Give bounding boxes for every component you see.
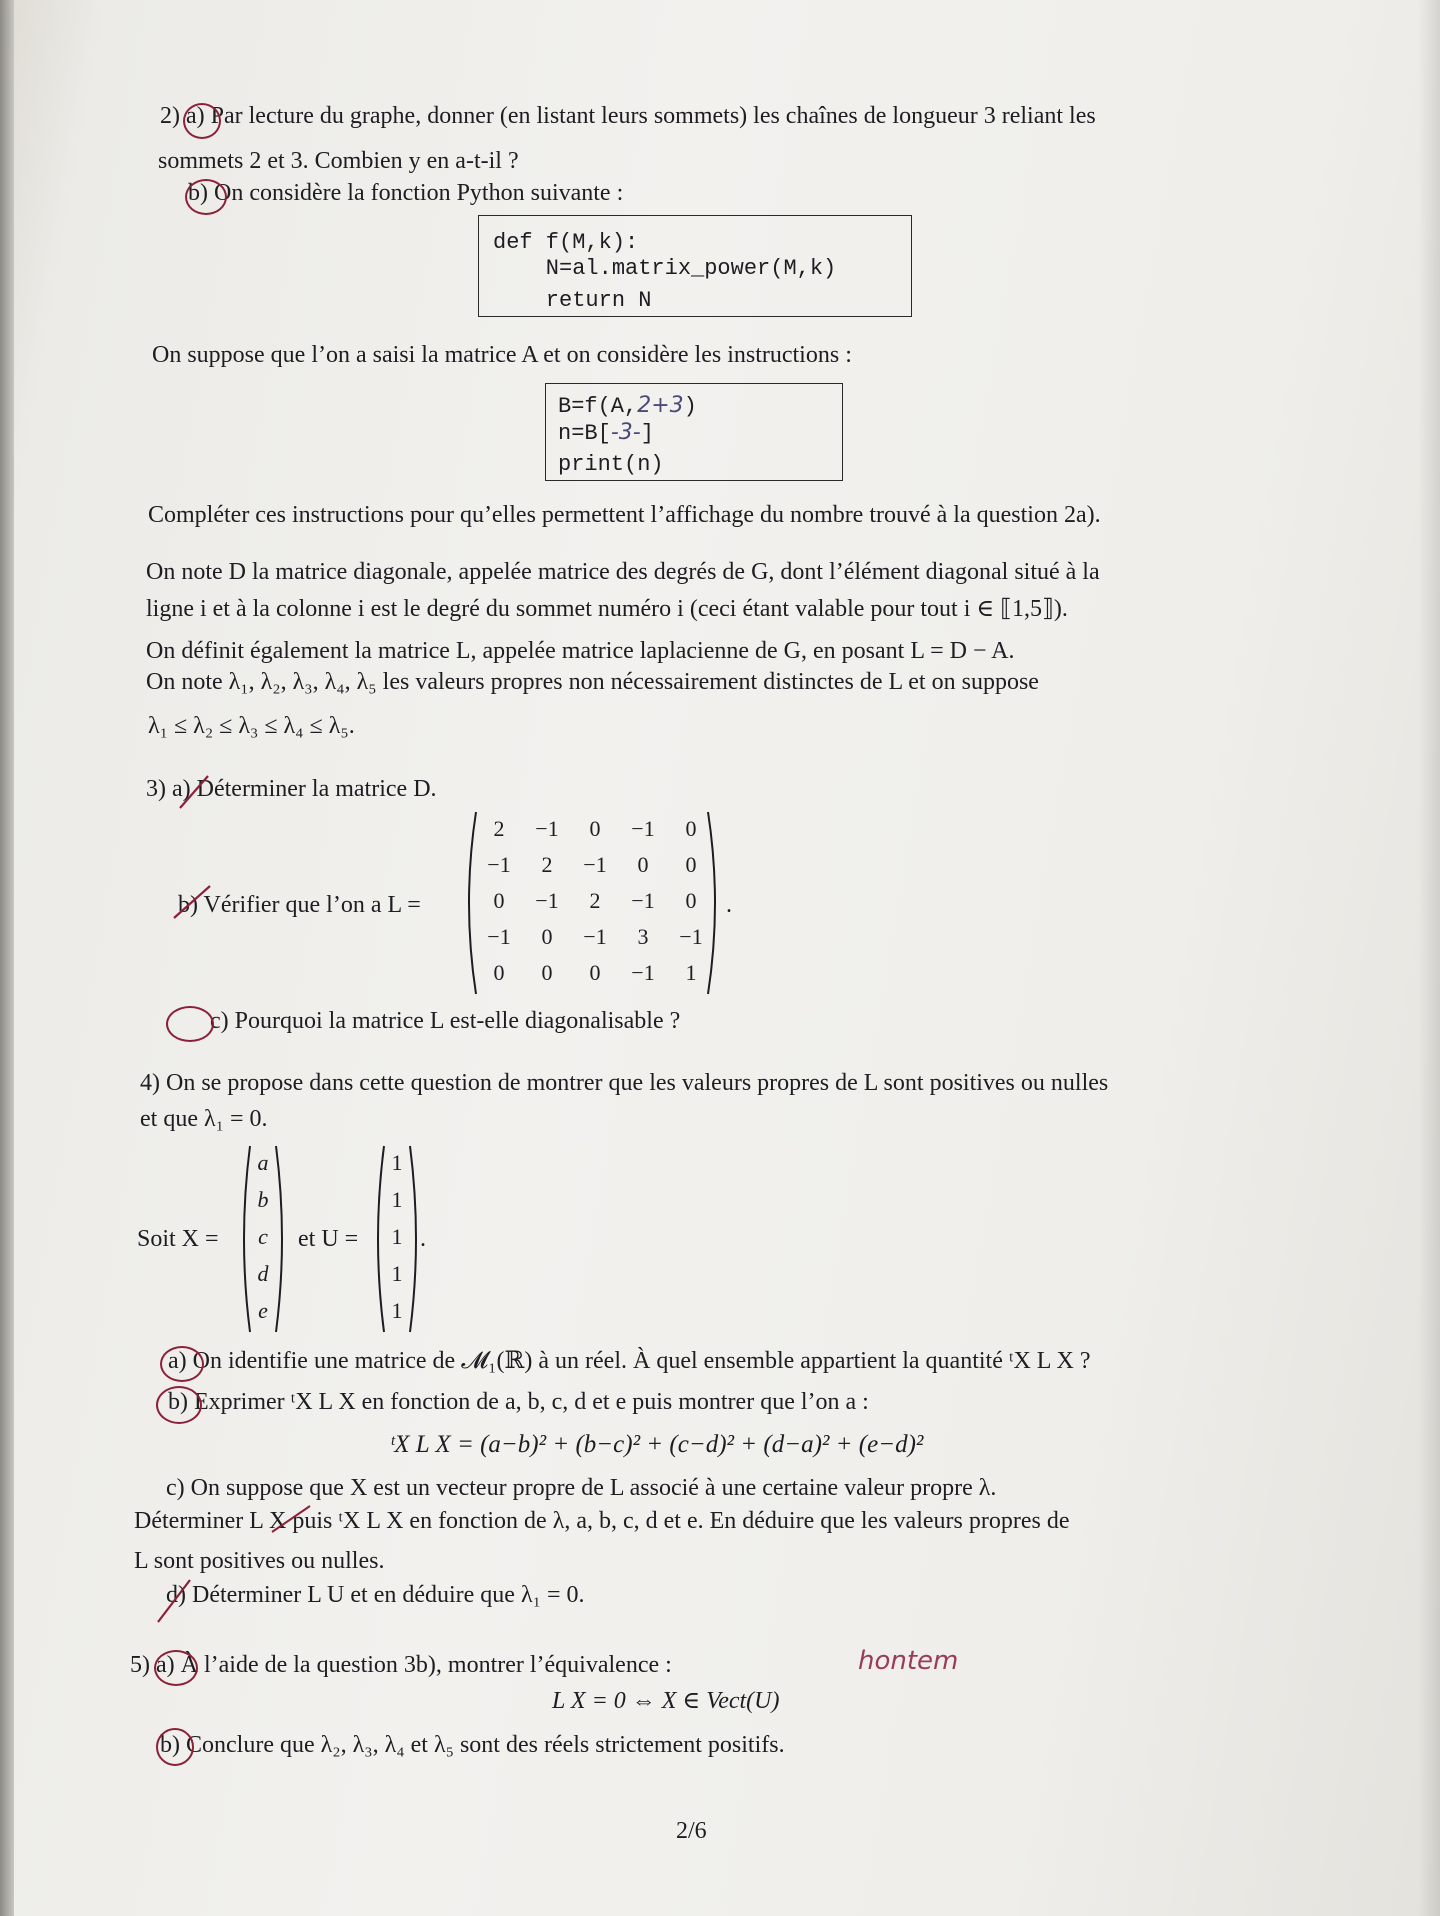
matrix-cell: 0 bbox=[589, 960, 601, 985]
pen-slash-3a bbox=[176, 772, 212, 812]
matrix-cell: 3 bbox=[637, 924, 649, 949]
q5a-line: 5) a) À l’aide de la question 3b), montrer l’équivalence : bbox=[130, 1652, 672, 1678]
matrix-cell: 2 bbox=[541, 852, 553, 877]
matrix-cell: 0 bbox=[493, 888, 505, 913]
q4-formula: ᵗX L X = (a−b)² + (b−c)² + (c−d)² + (d−a)² + (e−d)² bbox=[390, 1431, 924, 1458]
matrix-cell: −1 bbox=[631, 888, 655, 913]
complete-line: Compléter ces instructions pour qu’elles permettent l’affichage du nombre trouvé à la question 2a). bbox=[148, 502, 1101, 528]
q4c-line-1: c) On suppose que X est un vecteur propre de L associé à une certaine valeur propre λ. bbox=[166, 1475, 997, 1501]
q4d-line: d) Déterminer L U et en déduire que λ₁ = 0. bbox=[166, 1582, 585, 1608]
matrix-cell: −1 bbox=[487, 852, 511, 877]
instr-b-line bbox=[558, 393, 697, 419]
code-line-2: N=al.matrix_power(M,k) bbox=[493, 256, 837, 281]
soit-label: Soit X = bbox=[137, 1226, 219, 1252]
matrix-cell: 0 bbox=[589, 816, 601, 841]
pen-slash-4d bbox=[154, 1576, 196, 1626]
pen-slash-LX bbox=[268, 1502, 314, 1536]
page-number: 2/6 bbox=[676, 1818, 707, 1844]
code-line-3: return N bbox=[493, 288, 652, 313]
handwritten-index: -3- bbox=[610, 420, 641, 445]
def-line-2: ligne i et à la colonne i est le degré du sommet numéro i (ceci étant valable pour tout i ∈ ⟦1,5⟧). bbox=[146, 596, 1068, 622]
matrix-cell: 0 bbox=[637, 852, 649, 877]
pen-circle-2a bbox=[183, 103, 221, 139]
pen-circle-5b bbox=[156, 1728, 194, 1766]
matrix-cell: 0 bbox=[541, 924, 553, 949]
instr-n-line bbox=[558, 420, 654, 446]
def-line-5: λ₁ ≤ λ₂ ≤ λ₃ ≤ λ₄ ≤ λ₅. bbox=[148, 713, 355, 739]
q5-equivalence: L X = 0 ⇔ X ∈ Vect(U) bbox=[552, 1688, 780, 1714]
page-shadow bbox=[1418, 0, 1440, 1916]
q3a-line: 3) a) Déterminer la matrice D. bbox=[146, 776, 437, 802]
vector-entry: d bbox=[257, 1261, 269, 1286]
matrix-L bbox=[462, 808, 722, 998]
matrix-cell: −1 bbox=[535, 888, 559, 913]
pen-circle-3c bbox=[166, 1006, 214, 1042]
pen-circle-4a bbox=[160, 1346, 204, 1382]
instr-n-close: ] bbox=[640, 421, 654, 446]
q4c-line-2: Déterminer L X puis ᵗX L X en fonction de λ, a, b, c, d et e. En déduire que les valeurs propres de bbox=[134, 1508, 1070, 1534]
matrix-cell: −1 bbox=[631, 816, 655, 841]
q5b-line: b) Conclure que λ₂, λ₃, λ₄ et λ₅ sont des réels strictement positifs. bbox=[160, 1732, 785, 1758]
vector-X bbox=[238, 1142, 288, 1336]
matrix-period: . bbox=[726, 892, 732, 918]
q3c-line: c) Pourquoi la matrice L est-elle diagonalisable ? bbox=[210, 1008, 681, 1034]
matrix-cell: 0 bbox=[685, 852, 697, 877]
pen-circle-4b bbox=[156, 1386, 202, 1424]
q3b-label: b) Vérifier que l’on a L = bbox=[178, 892, 421, 918]
instr-print-line: print(n) bbox=[558, 452, 664, 477]
et-u-label: et U = bbox=[298, 1226, 359, 1252]
q4b-line: b) Exprimer ᵗX L X en fonction de a, b, c, d et e puis montrer que l’on a : bbox=[168, 1389, 869, 1415]
vector-entry: e bbox=[258, 1298, 268, 1323]
vector-entry: b bbox=[257, 1187, 269, 1212]
q2a-line2: sommets 2 et 3. Combien y en a-t-il ? bbox=[158, 148, 519, 174]
matrix-cell: 0 bbox=[493, 960, 505, 985]
pen-circle-5a bbox=[154, 1650, 198, 1686]
pen-slash-3b bbox=[170, 880, 214, 922]
page-edge bbox=[0, 0, 14, 1916]
matrix-cell: −1 bbox=[583, 924, 607, 949]
vector-entry: 1 bbox=[391, 1187, 403, 1212]
q4-intro-1: 4) On se propose dans cette question de montrer que les valeurs propres de L sont positives ou nulles bbox=[140, 1070, 1109, 1096]
q2a-line1: 2) a) Par lecture du graphe, donner (en listant leurs sommets) les chaînes de longueur 3 reliant les bbox=[160, 103, 1096, 129]
vector-entry: 1 bbox=[391, 1298, 403, 1323]
matrix-cell: −1 bbox=[487, 924, 511, 949]
def-line-1: On note D la matrice diagonale, appelée matrice des degrés de G, dont l’élément diagonal situé à la bbox=[146, 559, 1100, 585]
q4a-line: a) On identifie une matrice de 𝓜₁(ℝ) à un réel. À quel ensemble appartient la quantité ᵗX L X ? bbox=[168, 1348, 1091, 1374]
vector-U bbox=[372, 1142, 422, 1336]
matrix-cell: −1 bbox=[631, 960, 655, 985]
matrix-cell: 2 bbox=[589, 888, 601, 913]
vector-period: . bbox=[420, 1226, 426, 1252]
instr-b-text: B=f(A, bbox=[558, 394, 638, 419]
code-line-1: def f(M,k): bbox=[493, 230, 639, 255]
matrix-cell: −1 bbox=[679, 924, 703, 949]
instr-b-close: ) bbox=[683, 394, 697, 419]
vector-entry: a bbox=[257, 1150, 269, 1175]
matrix-cell: 0 bbox=[685, 888, 697, 913]
handwritten-2plus3: 2+3 bbox=[637, 393, 684, 418]
matrix-cell: −1 bbox=[535, 816, 559, 841]
q4c-line-3: L sont positives ou nulles. bbox=[134, 1548, 385, 1574]
pen-circle-2b bbox=[185, 179, 227, 215]
q2b-line: b) On considère la fonction Python suivante : bbox=[188, 180, 624, 206]
matrix-cell: 1 bbox=[685, 960, 697, 985]
def-line-4: On note λ₁, λ₂, λ₃, λ₄, λ₅ les valeurs propres non nécessairement distinctes de L et on suppose bbox=[146, 669, 1039, 695]
matrix-cell: 2 bbox=[493, 816, 505, 841]
matrix-cell: 0 bbox=[685, 816, 697, 841]
vector-entry: 1 bbox=[391, 1224, 403, 1249]
vector-entry: 1 bbox=[391, 1261, 403, 1286]
matrix-cell: 0 bbox=[541, 960, 553, 985]
instr-n-text: n=B[ bbox=[558, 421, 611, 446]
matrix-cell: −1 bbox=[583, 852, 607, 877]
vector-entry: 1 bbox=[391, 1150, 403, 1175]
suppose-line: On suppose que l’on a saisi la matrice A et on considère les instructions : bbox=[152, 342, 852, 368]
vector-entry: c bbox=[258, 1224, 268, 1249]
q4-intro-2: et que λ₁ = 0. bbox=[140, 1106, 268, 1132]
handwritten-note: hontem bbox=[858, 1646, 959, 1676]
def-line-3: On définit également la matrice L, appelée matrice laplacienne de G, en posant L = D − A. bbox=[146, 638, 1015, 664]
